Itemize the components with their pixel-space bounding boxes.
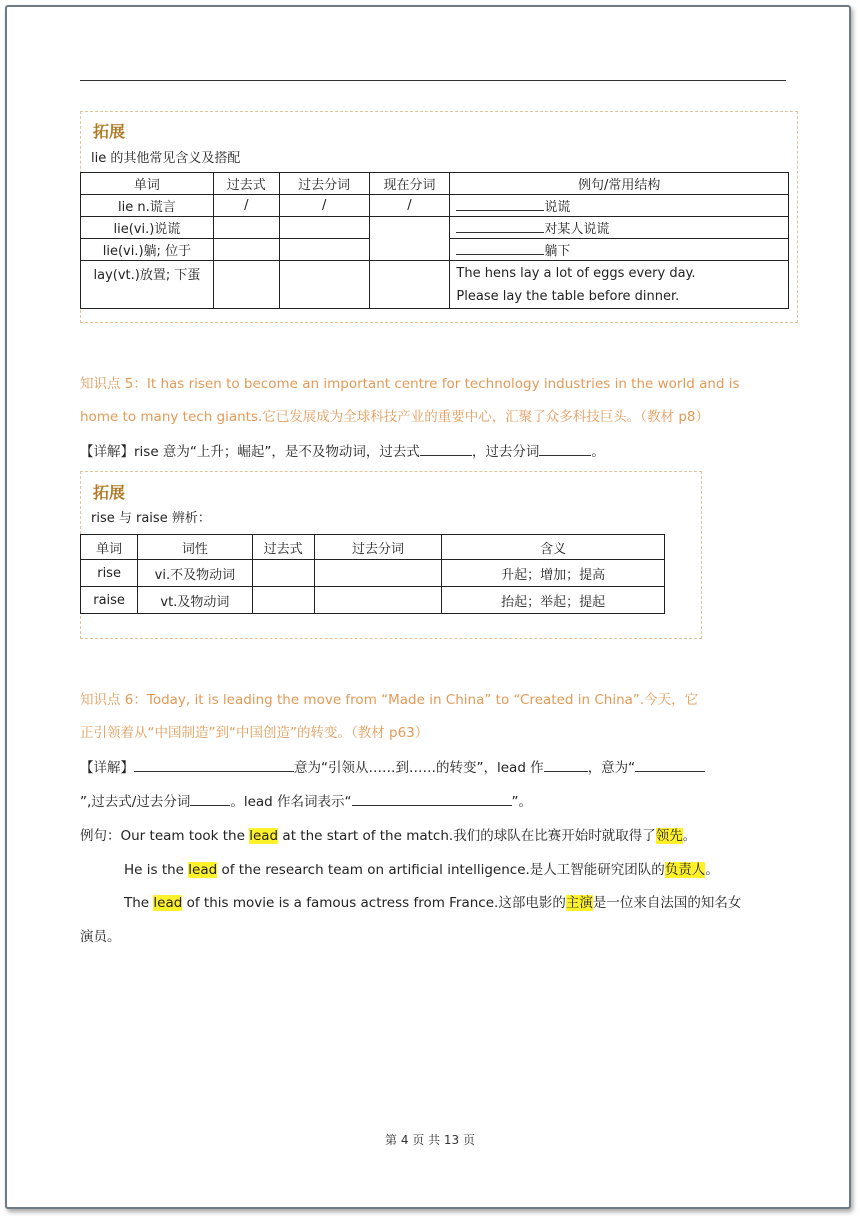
table-row xyxy=(81,217,789,239)
example-wrap: 演员。 xyxy=(80,929,121,945)
table-row xyxy=(81,195,789,217)
word-cell: rise xyxy=(81,560,138,587)
detail-text: 意为“引领从……到……的转变”，lead 作 xyxy=(294,760,544,776)
point6-line1: 知识点 6：Today, it is leading the move from “Made in China” to “Created in China”.今天，它 xyxy=(80,692,699,708)
header-cell: 过去分词 xyxy=(314,535,441,560)
highlight-word: 负责人 xyxy=(664,862,706,878)
example-text: 。 xyxy=(682,828,697,844)
point5-detail xyxy=(80,440,605,460)
example-text: He is the xyxy=(124,862,189,878)
detail-text: 【详解】rise 意为“上升；崛起”，是不及物动词，过去式 xyxy=(80,444,420,460)
pos-cell: vt.及物动词 xyxy=(138,587,252,614)
header-cell: 过去式 xyxy=(252,535,314,560)
header-cell: 过去分词 xyxy=(279,173,369,195)
rise-raise-table xyxy=(80,534,665,614)
header-cell: 单词 xyxy=(81,535,138,560)
point5-line2: home to many tech giants.它已发展成为全球科技产业的重要中心，汇聚了众多科技巨头。（教材 p8） xyxy=(80,409,710,425)
document-page xyxy=(5,5,851,1209)
table-header-row xyxy=(81,535,665,560)
example-cell xyxy=(450,239,789,261)
example-text: 例句：Our team took the xyxy=(80,828,250,844)
word-cell: lie n.谎言 xyxy=(81,195,214,217)
example-cell xyxy=(450,195,789,217)
header-cell: 现在分词 xyxy=(369,173,450,195)
header-cell: 过去式 xyxy=(213,173,279,195)
header-cell: 词性 xyxy=(138,535,252,560)
past-cell xyxy=(252,560,314,587)
meaning-cell: 升起；增加；提高 xyxy=(442,560,665,587)
point6-detail-line2 xyxy=(80,790,532,810)
header-rule xyxy=(80,80,786,81)
highlight-word: lead xyxy=(249,828,279,844)
example-sentence-2 xyxy=(124,858,719,878)
past-cell xyxy=(213,261,279,309)
table-header-row xyxy=(81,173,789,195)
pp-cell xyxy=(279,261,369,309)
point6-detail-line1 xyxy=(80,756,705,776)
detail-text: 。 xyxy=(591,444,605,460)
header-cell: 单词 xyxy=(81,173,214,195)
example-cell xyxy=(450,217,789,239)
table-row xyxy=(81,587,665,614)
example-text: of the research team on artificial intelligence.是人工智能研究团队的 xyxy=(217,862,665,878)
point6-line2: 正引领着从“中国制造”到“中国创造”的转变。（教材 p63） xyxy=(80,725,429,741)
pp-cell xyxy=(279,217,369,239)
pp-cell xyxy=(279,239,369,261)
example-sentence-1 xyxy=(80,824,696,844)
highlight-word: lead xyxy=(188,862,218,878)
expand-subtitle: lie 的其他常见含义及搭配 xyxy=(91,151,241,166)
example-text: at the start of the match.我们的球队在比赛开始时就取得了 xyxy=(278,828,656,844)
example-text: 。 xyxy=(705,862,719,878)
detail-text: 。lead 作名词表示“ xyxy=(230,794,352,810)
past-cell xyxy=(213,239,279,261)
presp-cell xyxy=(369,217,450,261)
example-text: 说谎 xyxy=(544,200,571,215)
header-cell: 含义 xyxy=(442,535,665,560)
example-text: 是一位来自法国的知名女 xyxy=(592,895,742,911)
highlight-word: lead xyxy=(153,895,183,911)
point5-line1: 知识点 5：It has risen to become an important centre for technology industries in the world and is xyxy=(80,376,740,392)
expand-subtitle: rise 与 raise 辨析： xyxy=(91,511,211,526)
example-sentence-3 xyxy=(124,891,741,911)
word-cell: lie(vi.)说谎 xyxy=(81,217,214,239)
past-cell: / xyxy=(213,195,279,217)
detail-text: ，意为“ xyxy=(587,760,636,776)
presp-cell xyxy=(369,261,450,309)
detail-text: ，过去分词 xyxy=(471,444,540,460)
detail-text: ”。 xyxy=(511,794,533,810)
example-sentence: The hens lay a lot of eggs every day. xyxy=(456,265,696,281)
detail-text: 【详解】 xyxy=(80,760,134,776)
lie-table xyxy=(80,172,789,309)
past-cell xyxy=(252,587,314,614)
table-row xyxy=(81,560,665,587)
header-cell: 例句/常用结构 xyxy=(450,173,789,195)
page-footer: 第 4 页 共 13 页 xyxy=(385,1133,475,1147)
table-row xyxy=(81,261,789,309)
word-cell: lay(vt.)放置; 下蛋 xyxy=(81,261,214,309)
past-cell xyxy=(213,217,279,239)
example-sentence: Please lay the table before dinner. xyxy=(456,288,680,304)
pp-cell xyxy=(314,587,441,614)
pp-cell xyxy=(314,560,441,587)
meaning-cell: 抬起；举起；提起 xyxy=(442,587,665,614)
example-text: 对某人说谎 xyxy=(544,222,610,237)
word-cell: raise xyxy=(81,587,138,614)
highlight-word: 主演 xyxy=(565,895,593,911)
word-cell: lie(vi.)躺; 位于 xyxy=(81,239,214,261)
example-text: 躺下 xyxy=(544,244,571,259)
example-cell xyxy=(450,261,789,309)
pos-cell: vi.不及物动词 xyxy=(138,560,252,587)
presp-cell: / xyxy=(369,195,450,217)
highlight-word: 领先 xyxy=(655,828,683,844)
detail-text: ”,过去式/过去分词 xyxy=(80,794,191,810)
example-text: The xyxy=(124,895,154,911)
example-text: of this movie is a famous actress from France.这部电影的 xyxy=(182,895,566,911)
expand-title: 拓展 xyxy=(93,480,125,503)
pp-cell: / xyxy=(279,195,369,217)
expand-title: 拓展 xyxy=(93,119,125,142)
